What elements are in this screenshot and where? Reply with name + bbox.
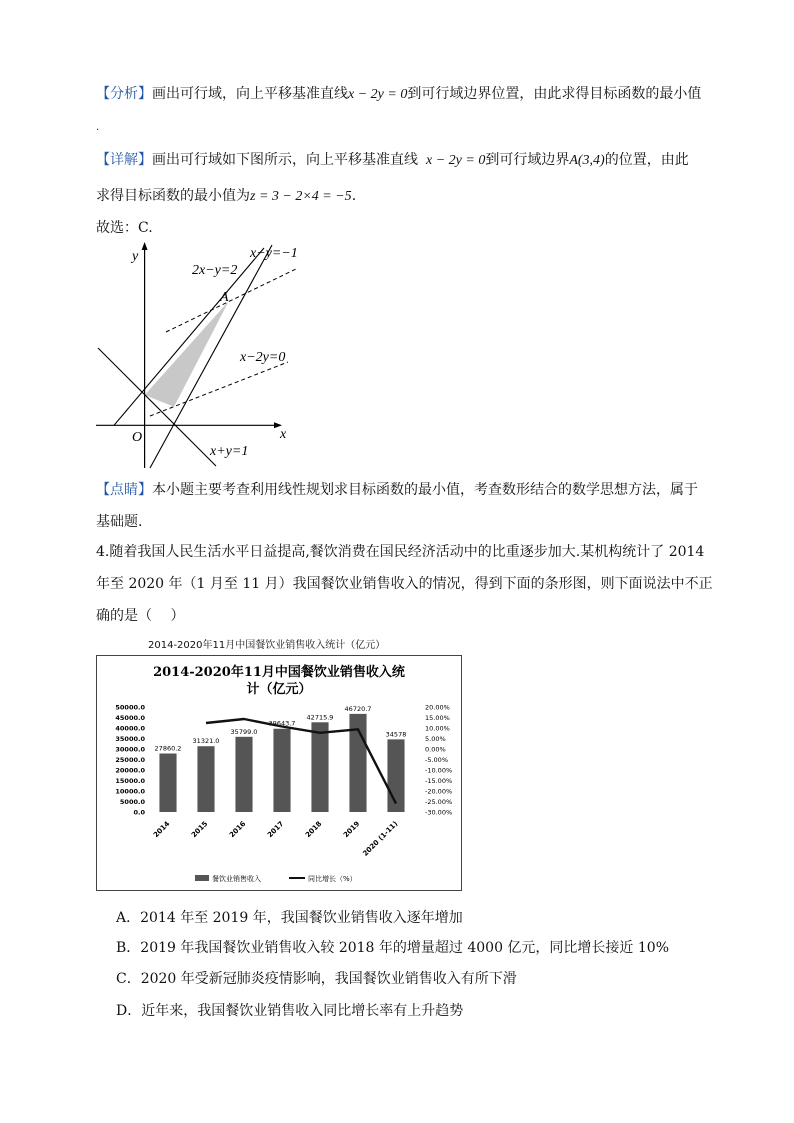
detail-text-b: 到可行域边界 — [485, 152, 570, 168]
bar — [235, 737, 252, 812]
chart-title-line-2: 计（亿元） — [246, 682, 312, 697]
question-line-1: 4.随着我国人民生活水平日益提高,餐饮消费在国民经济活动中的比重逐步加大.某机构统计了 2014 — [96, 544, 705, 560]
comment-line-1 — [96, 480, 698, 500]
right-tick-label: -10.00% — [425, 766, 453, 775]
label-2x-minus-y: 2x−y=2 — [192, 263, 238, 278]
sales-chart-svg — [97, 656, 461, 890]
analysis-line — [96, 84, 701, 105]
origin-label: O — [132, 430, 143, 445]
bar — [159, 753, 176, 812]
sales-chart — [96, 655, 462, 891]
detail-line2-end: . — [351, 188, 357, 204]
left-tick-label: 45000.0 — [115, 714, 145, 722]
left-tick-label: 5000.0 — [119, 798, 145, 806]
category-label: 2014 — [151, 819, 172, 840]
bar-data-label: 31321.0 — [192, 737, 220, 746]
bar-data-label: 34578 — [385, 730, 407, 739]
legend-bar-swatch — [195, 875, 209, 881]
question-line-3: 确的是（ ） — [96, 608, 185, 624]
left-tick-label: 25000.0 — [115, 756, 145, 764]
chart-legend — [195, 874, 357, 883]
right-tick-label: -15.00% — [425, 777, 453, 785]
option-c: C．2020 年受新冠肺炎疫情影响，我国餐饮业销售收入有所下滑 — [116, 971, 517, 987]
label-x-plus-y: x+y=1 — [210, 444, 249, 459]
category-label: 2020 (1-11) — [361, 819, 400, 858]
category-label: 2019 — [341, 819, 362, 840]
detail-line-2 — [96, 186, 356, 207]
category-label: 2018 — [303, 819, 324, 840]
category-label: 2017 — [265, 819, 286, 840]
question-line-2: 年至 2020 年（1 月至 11 月）我国餐饮业销售收入的情况，得到下面的条形图，则下面说法中不正 — [96, 576, 713, 592]
detail-line2-text: 求得目标函数的最小值为 — [96, 188, 250, 204]
detail-line-1 — [96, 150, 689, 171]
answer-line: 故选：C. — [96, 220, 153, 236]
left-tick-label: 50000.0 — [115, 703, 145, 712]
left-tick-label: 20000.0 — [115, 766, 145, 775]
category-label: 2015 — [189, 819, 210, 840]
legend-bar-label: 餐饮业销售收入 — [212, 875, 261, 883]
bar — [273, 729, 290, 812]
right-tick-label: 5.00% — [425, 735, 446, 743]
right-tick-label: -20.00% — [425, 787, 453, 796]
right-tick-label: 15.00% — [425, 714, 450, 722]
right-tick-label: 0.00% — [425, 745, 446, 754]
detail-tag: 【详解】 — [96, 152, 152, 168]
chart-caption: 2014-2020年11月中国餐饮业销售收入统计（亿元） — [148, 640, 386, 651]
detail-text-c: 的位置，由此 — [604, 152, 689, 168]
right-tick-label: -30.00% — [425, 808, 453, 817]
bar-data-label: 42715.9 — [306, 713, 334, 722]
feasible-region-graph — [92, 240, 312, 472]
label-x-minus-y: x−y=−1 — [250, 246, 298, 261]
detail-equation: x − 2y = 0 — [426, 153, 486, 168]
y-axis-arrow — [142, 242, 148, 250]
detail-text-a: 画出可行域如下图所示，向上平移基准直线 — [152, 152, 418, 168]
right-tick-label: 10.00% — [425, 724, 450, 733]
comment-text-1: 本小题主要考查利用线性规划求目标函数的最小值，考查数形结合的数学思想方法，属于 — [152, 482, 698, 498]
analysis-dot: . — [96, 122, 100, 133]
right-tick-label: -25.00% — [425, 798, 453, 806]
left-tick-label: 35000.0 — [115, 735, 145, 743]
line-x-minus-y — [114, 248, 264, 425]
bar-data-label: 35799.0 — [230, 727, 258, 736]
left-tick-label: 0.0 — [133, 808, 145, 817]
left-tick-label: 30000.0 — [115, 745, 145, 754]
left-tick-label: 15000.0 — [115, 777, 145, 785]
bar-data-label: 39643.7 — [268, 719, 296, 728]
option-a: A．2014 年至 2019 年，我国餐饮业销售收入逐年增加 — [116, 910, 463, 926]
bar — [311, 722, 328, 812]
comment-tag: 【点睛】 — [96, 482, 152, 498]
right-tick-label: 20.00% — [425, 703, 450, 712]
x-axis-label: x — [280, 427, 287, 442]
detail-line2-equation: z = 3 − 2×4 = −5 — [250, 189, 352, 204]
chart-title-line-1: 2014-2020年11月中国餐饮业销售收入统 — [153, 665, 405, 680]
option-d: D．近年来，我国餐饮业销售收入同比增长率有上升趋势 — [116, 1003, 464, 1019]
detail-point: A(3,4) — [569, 153, 605, 168]
bar — [197, 746, 214, 812]
label-x-minus-2y: x−2y=0 — [240, 350, 286, 365]
legend-line-label: 同比增长（%） — [308, 875, 357, 883]
comment-line-2: 基础题. — [96, 514, 143, 530]
option-b: B．2019 年我国餐饮业销售收入较 2018 年的增量超过 4000 亿元，同比增长接近 10% — [116, 940, 669, 956]
line-x-plus-y — [98, 348, 216, 466]
analysis-equation: x − 2y = 0 — [348, 87, 408, 102]
bar-data-label: 27860.2 — [154, 744, 182, 753]
analysis-text-a: 画出可行域，向上平移基准直线 — [152, 86, 348, 102]
point-a-label: A — [220, 290, 229, 305]
y-axis-label: y — [132, 249, 139, 264]
analysis-text-b: 到可行域边界位置，由此求得目标函数的最小值 — [407, 86, 702, 102]
left-tick-label: 10000.0 — [115, 787, 145, 796]
bar-data-label: 46720.7 — [344, 704, 372, 713]
left-tick-label: 40000.0 — [115, 724, 145, 733]
analysis-tag: 【分析】 — [96, 86, 152, 102]
right-tick-label: -5.00% — [425, 756, 448, 764]
feasible-region — [145, 301, 229, 407]
category-label: 2016 — [227, 819, 248, 840]
